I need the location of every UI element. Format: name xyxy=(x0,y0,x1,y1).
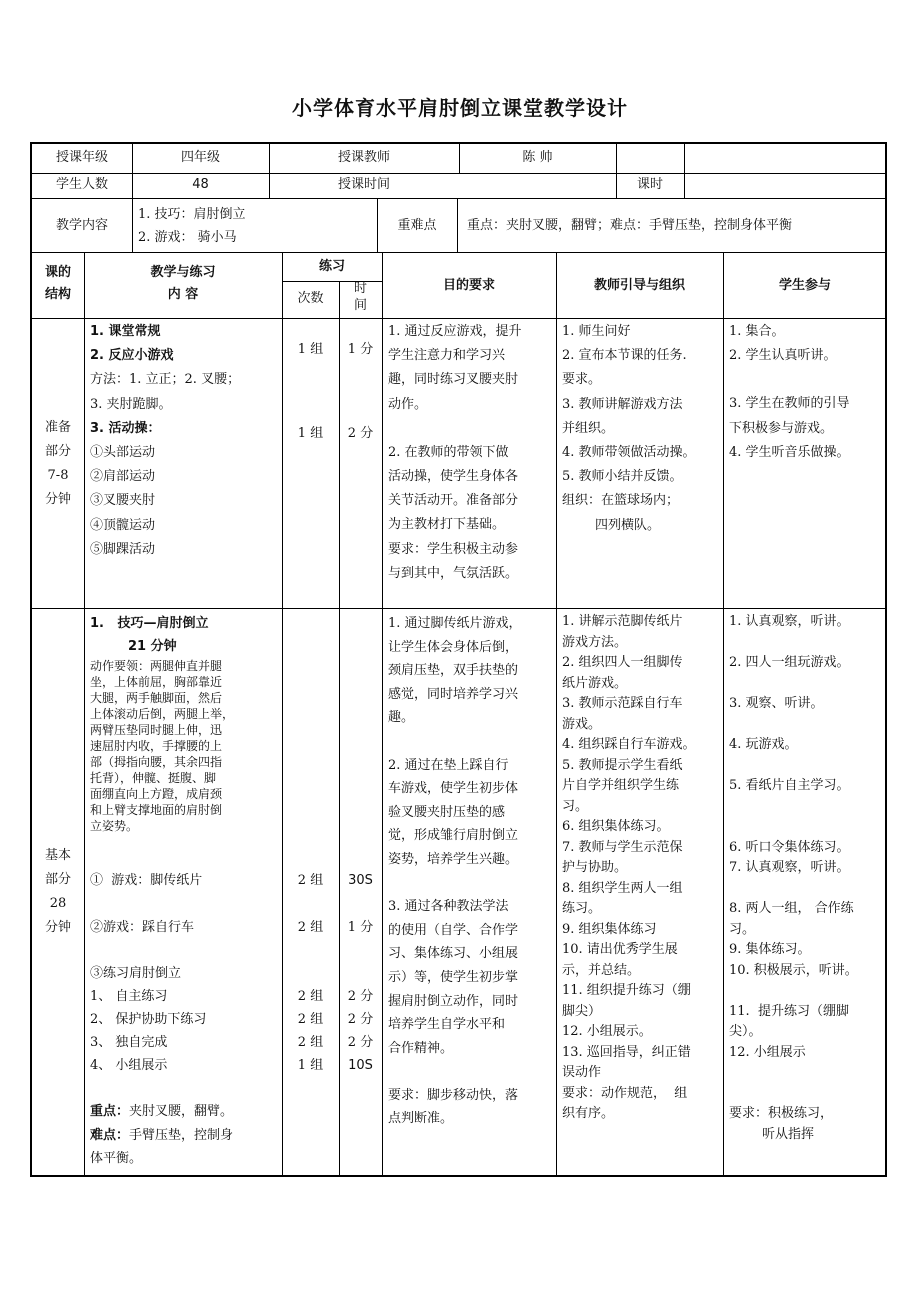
content-line: ①头部运动 xyxy=(90,445,156,461)
header-count: 次数 xyxy=(297,291,324,306)
student-line: 5. 看纸片自主学习。 xyxy=(729,778,850,793)
basic-difficulty-cont: 体平衡。 xyxy=(90,1151,143,1166)
teacher-line: 5. 教师小结并反馈。 xyxy=(562,469,683,485)
prep-time: 1 分 xyxy=(347,342,374,357)
student-line: 3. 学生在教师的引导 xyxy=(729,396,850,412)
basic-structure xyxy=(32,844,84,940)
header-practice: 练习 xyxy=(318,259,345,274)
prep-teacher xyxy=(562,320,722,538)
goal-line: 动作。 xyxy=(388,396,428,412)
header-structure-line: 课的 xyxy=(44,265,71,280)
basic-time: 2 分 xyxy=(347,989,374,1004)
student-line xyxy=(729,981,887,1002)
content-line: ⑤脚踝活动 xyxy=(90,541,156,557)
student-line xyxy=(729,674,887,695)
teacher-line: 组织：在篮球场内； xyxy=(562,493,680,509)
teacher-line: 误动作 xyxy=(562,1065,602,1080)
teacher-line: 游戏方法。 xyxy=(562,634,628,650)
students-value: 48 xyxy=(192,177,209,192)
student-line: 2. 四人一组玩游戏。 xyxy=(729,655,850,670)
student-line xyxy=(729,1063,887,1084)
teacher-line: 四列横队。 xyxy=(562,517,661,533)
content-line: 方法：1. 立正；2. 叉腰； xyxy=(90,372,241,388)
basic-count: 2 组 xyxy=(297,1035,324,1050)
basic-game2: ②游戏：踩自行车 xyxy=(90,920,195,935)
goal-line: 1. 通过反应游戏，提升 xyxy=(388,324,522,339)
essentials-line: 面绷直向上方蹬，成肩颈 xyxy=(90,787,223,801)
content-line: 3. 活动操： xyxy=(90,420,161,436)
student-line: 听从指挥 xyxy=(729,1126,815,1142)
teacher-line: 脚尖） xyxy=(562,1003,602,1019)
basic-time: 2 分 xyxy=(347,1012,374,1027)
basic-count: 2 组 xyxy=(297,1012,324,1027)
goal-line: 要求：学生积极主动参 xyxy=(388,541,519,557)
structure-line: 分钟 xyxy=(44,492,71,507)
goal-line: 验叉腰夹肘压垫的感 xyxy=(388,804,506,820)
teacher-line: 6. 组织集体练习。 xyxy=(562,819,670,834)
student-line: 8. 两人一组， 合作练 xyxy=(729,901,854,916)
student-line xyxy=(729,756,887,777)
teacher-line: 要求。 xyxy=(562,372,602,388)
header-structure xyxy=(32,262,84,306)
teacher-line: 织有序。 xyxy=(562,1106,615,1121)
goal-line: 车游戏，使学生初步体 xyxy=(388,781,519,797)
goal-line: 培养学生自学水平和 xyxy=(388,1017,506,1033)
student-line: 7. 认真观察，听讲。 xyxy=(729,860,850,875)
student-line xyxy=(729,797,887,818)
structure-line: 基本 xyxy=(44,848,71,863)
basic-practice-item: 2、 保护协助下练习 xyxy=(90,1012,207,1027)
teacher-value: 陈 帅 xyxy=(522,150,553,165)
goal-line: 让学生体会身体后倒， xyxy=(388,639,519,655)
students-label: 学生人数 xyxy=(55,177,108,192)
essentials-line: 动作要领：两腿伸直并腿 xyxy=(90,659,223,673)
page-title: 小学体育水平肩肘倒立课堂教学设计 xyxy=(292,96,628,120)
goal-line: 姿势，培养学生兴趣。 xyxy=(388,851,519,867)
goal-line: 趣，同时练习叉腰夹肘 xyxy=(388,372,519,388)
prep-count: 1 组 xyxy=(297,426,324,441)
goal-line: 趣。 xyxy=(388,710,415,726)
student-line: 下积极参与游戏。 xyxy=(729,420,834,436)
content-line: ③叉腰夹肘 xyxy=(90,493,156,509)
content-line: 2. 反应小游戏 xyxy=(90,348,174,364)
goal-line: 的使用（自学、合作学 xyxy=(388,922,519,938)
goal-line: 觉，形成雏行肩肘倒立 xyxy=(388,828,519,844)
goal-line: 关节活动开。准备部分 xyxy=(388,493,519,509)
structure-line: 28 xyxy=(49,896,67,911)
basic-key-point xyxy=(90,1100,280,1123)
header-teaching xyxy=(84,262,282,306)
essentials-line: 上体滚动后倒，两腿上举， xyxy=(90,707,235,721)
student-line xyxy=(729,368,887,392)
grade-value: 四年级 xyxy=(180,150,220,165)
goal-line: 示）等，使学生初步掌 xyxy=(388,969,519,985)
essentials-line: 大腿，两手触脚面，然后 xyxy=(90,691,223,705)
key-value: 重点：夹肘叉腰，翻臂；难点：手臂压垫，控制身体平衡 xyxy=(467,218,793,233)
basic-time: 10S xyxy=(348,1058,373,1073)
header-teaching-line: 内 容 xyxy=(167,287,199,302)
goal-line: 为主教材打下基础。 xyxy=(388,517,506,533)
goal-line xyxy=(388,872,554,896)
teacher-line: 7. 教师与学生示范保 xyxy=(562,839,683,855)
lesson-plan-table xyxy=(30,142,887,1177)
prep-count: 1 组 xyxy=(297,342,324,357)
basic-goals xyxy=(388,612,554,1131)
header-time-line: 间 xyxy=(353,298,367,313)
teacher-line: 13. 巡回指导，纠正错 xyxy=(562,1044,691,1060)
content-line: ②肩部运动 xyxy=(90,469,156,485)
goal-line xyxy=(388,417,554,441)
essentials-line: 立姿势。 xyxy=(90,819,139,833)
student-line: 3. 观察、听讲。 xyxy=(729,696,824,711)
teacher-line: 12. 小组展示。 xyxy=(562,1024,652,1039)
student-line xyxy=(729,1084,887,1105)
teacher-line: 示，并总结。 xyxy=(562,962,641,978)
student-line: 尖）。 xyxy=(729,1024,762,1039)
basic-time: 1 分 xyxy=(347,920,374,935)
essentials-line: 坐，上体前屈，胸部靠近 xyxy=(90,675,223,689)
content-line: 1. 技巧：肩肘倒立 xyxy=(138,207,246,222)
student-line: 习。 xyxy=(729,921,756,937)
goal-line: 要求：脚步移动快，落 xyxy=(388,1087,519,1103)
basic-practice-item: 4、 小组展示 xyxy=(90,1058,168,1073)
prep-goals xyxy=(388,320,554,586)
content-line: 2. 游戏： 骑小马 xyxy=(138,230,237,245)
student-line: 10. 积极展示，听讲。 xyxy=(729,962,858,978)
structure-line: 准备 xyxy=(44,420,71,435)
basic-time: 2 分 xyxy=(347,1035,374,1050)
basic-count: 2 组 xyxy=(297,873,324,888)
teacher-line: 游戏。 xyxy=(562,716,602,732)
teacher-line: 4. 教师带领做活动操。 xyxy=(562,445,696,461)
student-line xyxy=(729,633,887,654)
prep-student xyxy=(729,320,887,465)
student-line: 1. 认真观察，听讲。 xyxy=(729,614,850,629)
teacher-line: 纸片游戏。 xyxy=(562,675,628,691)
goal-line: 颈肩压垫，双手扶垫的 xyxy=(388,663,519,679)
basic-essentials xyxy=(90,658,280,834)
goal-line: 合作精神。 xyxy=(388,1040,454,1056)
goal-line: 与到其中，气氛活跃。 xyxy=(388,565,519,581)
teacher-line: 1. 师生问好 xyxy=(562,324,631,339)
goal-line xyxy=(388,1060,554,1084)
goal-line: 握肩肘倒立动作，同时 xyxy=(388,993,519,1009)
essentials-line: 部（拇指向腰，其余四指 xyxy=(90,755,223,769)
student-line: 要求：积极练习， xyxy=(729,1106,834,1121)
teacher-line: 10. 请出优秀学生展 xyxy=(562,942,678,957)
content-line: 3. 夹肘跪脚。 xyxy=(90,396,172,412)
teacher-line: 习。 xyxy=(562,798,589,814)
basic-practice-title: ③练习肩肘倒立 xyxy=(90,966,182,981)
teacher-line: 3. 教师示范踩自行车 xyxy=(562,696,683,711)
student-line xyxy=(729,817,887,838)
goal-line: 活动操，使学生身体各 xyxy=(388,469,519,485)
header-goal: 目的要求 xyxy=(442,278,495,293)
teacher-line: 3. 教师讲解游戏方法 xyxy=(562,396,683,412)
student-line: 4. 玩游戏。 xyxy=(729,737,798,752)
content-line: ④顶髋运动 xyxy=(90,517,156,533)
teacher-line: 9. 组织集体练习 xyxy=(562,921,657,937)
teacher-line: 8. 组织学生两人一组 xyxy=(562,880,683,896)
basic-student xyxy=(729,612,887,1145)
teacher-line: 11. 组织提升练习（绷 xyxy=(562,983,691,998)
goal-line xyxy=(388,730,554,754)
goal-line: 1. 通过脚传纸片游戏， xyxy=(388,616,522,631)
prep-structure xyxy=(32,416,84,512)
header-time-line: 时 xyxy=(353,281,367,296)
header-structure-line: 结构 xyxy=(44,287,71,302)
goal-line: 3. 通过各种教法学法 xyxy=(388,899,509,915)
teacher-line: 护与协助。 xyxy=(562,860,628,875)
content-label: 教学内容 xyxy=(55,218,108,233)
basic-time: 30S xyxy=(348,873,373,888)
basic-teacher xyxy=(562,612,722,1125)
student-line: 6. 听口令集体练习。 xyxy=(729,839,850,855)
essentials-line: 速屈肘内收，手撑腰的上 xyxy=(90,739,223,753)
student-line: 4. 学生听音乐做操。 xyxy=(729,444,850,460)
student-line: 11. 提升练习（绷脚 xyxy=(729,1003,849,1019)
structure-line: 部分 xyxy=(44,872,71,887)
goal-line: 感觉，同时培养学习兴 xyxy=(388,686,519,702)
goal-line: 习、集体练习、小组展 xyxy=(388,946,519,962)
teacher-line: 5. 教师提示学生看纸 xyxy=(562,757,683,773)
key-point-value: 夹肘叉腰，翻臂。 xyxy=(129,1104,234,1119)
basic-game1: ① 游戏：脚传纸片 xyxy=(90,873,203,888)
student-line: 9. 集体练习。 xyxy=(729,942,811,957)
teacher-label: 授课教师 xyxy=(337,150,390,165)
period-label: 课时 xyxy=(636,177,663,192)
header-teaching-line: 教学与练习 xyxy=(150,265,216,280)
student-line xyxy=(729,879,887,900)
goal-line: 2. 在教师的带领下做 xyxy=(388,444,509,460)
time-label: 授课时间 xyxy=(337,177,390,192)
goal-line: 2. 通过在垫上踩自行 xyxy=(388,757,509,773)
grade-label: 授课年级 xyxy=(55,150,108,165)
difficulty-value: 手臂压垫，控制身 xyxy=(129,1128,234,1143)
teacher-line: 2. 宣布本节课的任务. xyxy=(562,348,687,364)
essentials-line: 和上臂支撑地面的肩肘倒 xyxy=(90,803,223,817)
difficulty-label: 难点： xyxy=(90,1128,130,1143)
teacher-line: 要求：动作规范， 组 xyxy=(562,1085,688,1101)
teacher-line: 练习。 xyxy=(562,901,602,916)
content-line: 1. 课堂常规 xyxy=(90,324,161,339)
teacher-line: 2. 组织四人一组脚传 xyxy=(562,655,683,670)
teacher-line: 4. 组织踩自行车游戏。 xyxy=(562,737,696,752)
key-label: 重难点 xyxy=(397,218,437,233)
structure-line: 部分 xyxy=(44,444,71,459)
student-line xyxy=(729,715,887,736)
basic-practice-item: 1、 自主练习 xyxy=(90,989,168,1004)
header-student: 学生参与 xyxy=(778,278,831,293)
structure-line: 7-8 xyxy=(47,468,69,483)
goal-line: 学生注意力和学习兴 xyxy=(388,348,506,364)
goal-line: 点判断准。 xyxy=(388,1111,454,1127)
basic-item-time: 21 分钟 xyxy=(128,639,177,654)
essentials-line: 两臂压垫同时腿上伸，迅 xyxy=(90,723,223,737)
teacher-line: 并组织。 xyxy=(562,420,615,436)
basic-count: 2 组 xyxy=(297,920,324,935)
basic-difficulty xyxy=(90,1124,280,1147)
essentials-line: 托背），伸髋、挺腹、脚 xyxy=(90,771,217,785)
teacher-line: 1. 讲解示范脚传纸片 xyxy=(562,614,683,629)
structure-line: 分钟 xyxy=(44,920,71,935)
basic-item-title: 1. 技巧—肩肘倒立 xyxy=(90,616,209,631)
basic-count: 2 组 xyxy=(297,989,324,1004)
student-line: 12. 小组展示 xyxy=(729,1044,806,1060)
basic-practice-item: 3、 独自完成 xyxy=(90,1035,168,1050)
prep-content xyxy=(90,320,280,562)
header-time xyxy=(339,280,382,314)
teacher-line: 片自学并组织学生练 xyxy=(562,778,680,793)
key-point-label: 重点： xyxy=(90,1104,130,1119)
prep-time: 2 分 xyxy=(347,426,374,441)
header-teacher: 教师引导与组织 xyxy=(593,278,685,293)
basic-count: 1 组 xyxy=(297,1058,324,1073)
student-line: 1. 集合。 xyxy=(729,324,785,339)
student-line: 2. 学生认真听讲。 xyxy=(729,348,837,364)
